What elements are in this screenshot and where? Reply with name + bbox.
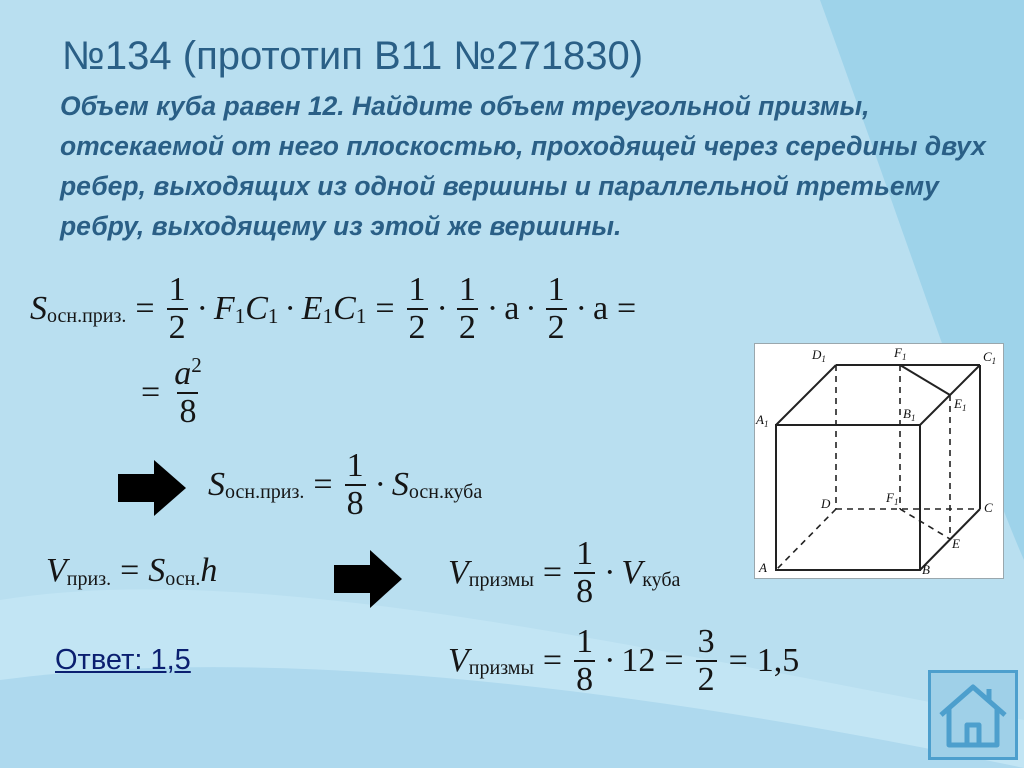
segment-point: C xyxy=(245,289,268,327)
multiply-dot: · xyxy=(604,553,616,591)
multiply-dot: · xyxy=(284,289,296,327)
segment-point: F xyxy=(213,289,235,327)
fraction-numerator: 1 xyxy=(576,623,594,660)
fraction-denominator: 8 xyxy=(346,484,364,522)
equals-sign: = xyxy=(617,289,637,327)
segment-subscript: 1 xyxy=(267,304,279,329)
fraction xyxy=(696,624,717,697)
fraction xyxy=(345,448,366,521)
formula-symbol: S xyxy=(148,552,166,589)
segment-point: E xyxy=(301,289,323,327)
vertex-label: $B_1$ xyxy=(903,406,916,423)
multiply-dot: · xyxy=(604,641,616,679)
variable-a: a xyxy=(592,289,609,327)
home-icon xyxy=(931,673,1015,757)
vertex-label: B xyxy=(922,562,930,577)
fraction-numerator xyxy=(172,353,204,392)
formula-base-area-result xyxy=(132,353,207,430)
section-edge xyxy=(900,365,950,395)
equals-sign: = xyxy=(135,289,155,327)
cube-edge xyxy=(776,365,836,425)
formula-prism-volume xyxy=(46,552,217,590)
multiply-dot: · xyxy=(436,289,448,327)
formula-symbol: V xyxy=(46,552,67,589)
multiply-dot: · xyxy=(575,289,587,327)
segment-subscript: 1 xyxy=(322,304,334,329)
fraction-denominator: 2 xyxy=(547,308,565,346)
equals-sign: = xyxy=(728,641,748,679)
fraction-denominator: 8 xyxy=(576,572,594,610)
equals-sign: = xyxy=(313,465,333,503)
hidden-edge xyxy=(776,509,836,570)
multiply-dot: · xyxy=(196,289,208,327)
exponent: 2 xyxy=(191,353,202,377)
equals-sign: = xyxy=(120,552,140,589)
formula-symbol: S xyxy=(30,289,47,327)
equals-sign: = xyxy=(664,641,684,679)
fraction-numerator: 1 xyxy=(547,271,565,308)
slide-title: №134 (прототип B11 №271830) xyxy=(62,34,644,78)
fraction-numerator: 1 xyxy=(346,447,364,484)
vertex-label: E xyxy=(952,536,960,551)
variable-a: a xyxy=(504,289,520,327)
segment-subscript: 1 xyxy=(234,304,246,329)
answer-link[interactable]: Ответ: 1,5 xyxy=(55,644,191,676)
equals-sign: = xyxy=(542,641,563,679)
fraction xyxy=(574,624,595,697)
hidden-edge xyxy=(900,509,950,539)
formula-subscript: куба xyxy=(642,569,681,592)
problem-statement: Объем куба равен 12. Найдите объем треугольной призмы, отсекаемой от него плоскостью, проходящей через середины двух ребер, выходящих из одной вершины и параллельной третьему ребру, выходящему из этой же вершины. xyxy=(60,91,986,241)
fraction-numerator: 1 xyxy=(458,271,476,308)
fraction xyxy=(574,536,595,609)
vertex-label: $E_1$ xyxy=(954,396,967,413)
formula-subscript: призмы xyxy=(468,657,534,680)
formula-symbol: S xyxy=(208,465,225,503)
fraction xyxy=(457,272,478,345)
vertex-label: $D_1$ xyxy=(812,347,826,364)
vertex-label: $F_1$ xyxy=(886,490,899,507)
equals-sign: = xyxy=(542,553,563,591)
fraction-denominator: 8 xyxy=(179,392,197,430)
vertex-label: D xyxy=(821,496,831,511)
right-arrow-icon xyxy=(334,550,402,608)
equals-sign: = xyxy=(141,373,161,411)
fraction-denominator: 8 xyxy=(576,660,594,698)
vertex-label: C xyxy=(984,500,993,515)
segment-subscript: 1 xyxy=(355,304,367,329)
formula-subscript: осн.приз. xyxy=(225,481,305,504)
fraction xyxy=(172,353,204,430)
equals-sign: = xyxy=(375,289,395,327)
formula-area-ratio xyxy=(208,448,482,521)
formula-subscript: призмы xyxy=(468,569,534,592)
formula-subscript: осн.куба xyxy=(408,481,483,504)
vertex-label: $A_1$ xyxy=(756,412,769,429)
fraction-numerator: 1 xyxy=(168,271,186,308)
vertex-label: $F_1$ xyxy=(894,345,907,362)
fraction-denominator: 2 xyxy=(168,308,186,346)
formula-volume-calculation xyxy=(448,624,799,697)
formula-symbol: S xyxy=(391,465,409,503)
formula-symbol: V xyxy=(448,553,469,591)
fraction-numerator: 1 xyxy=(408,271,426,308)
multiply-dot: · xyxy=(525,289,537,327)
result-value: 1,5 xyxy=(756,641,800,679)
multiply-dot: · xyxy=(486,289,499,327)
multiply-dot: · xyxy=(374,465,386,503)
fraction-numerator: 1 xyxy=(576,535,594,572)
segment-point: C xyxy=(333,289,356,327)
vertex-label: $C_1$ xyxy=(983,349,997,366)
fraction-numerator: 3 xyxy=(697,623,715,660)
fraction-denominator: 2 xyxy=(458,308,476,346)
cube-volume-value: 12 xyxy=(621,641,656,679)
formula-volume-ratio xyxy=(448,536,680,609)
home-button[interactable] xyxy=(928,670,1018,760)
right-arrow-icon xyxy=(118,460,186,516)
fraction xyxy=(407,272,428,345)
formula-base-area xyxy=(30,272,645,345)
variable-h: h xyxy=(200,552,218,589)
cube-diagram xyxy=(754,343,1004,579)
formula-symbol: V xyxy=(621,553,643,591)
variable-a: a xyxy=(174,355,192,392)
fraction-denominator: 2 xyxy=(697,660,715,698)
fraction-denominator: 2 xyxy=(408,308,426,346)
fraction xyxy=(167,272,188,345)
formula-subscript: приз. xyxy=(66,567,112,590)
vertex-label: A xyxy=(759,560,767,575)
formula-symbol: V xyxy=(448,641,469,679)
formula-subscript: осн. xyxy=(165,567,201,590)
fraction xyxy=(546,272,567,345)
cube-drawing xyxy=(755,344,1003,578)
formula-subscript: осн.приз. xyxy=(47,305,127,328)
